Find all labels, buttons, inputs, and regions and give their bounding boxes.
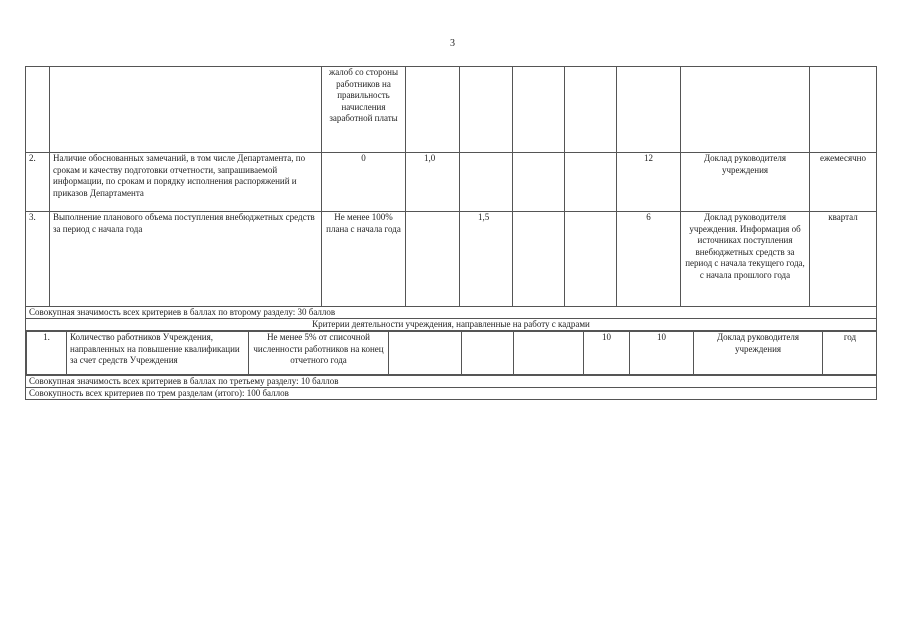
period-cell: ежемесячно xyxy=(810,153,877,212)
indicator-cell: жалоб со стороны работников на правильность начисления заработной платы xyxy=(322,67,406,153)
total-summary: Совокупность всех критериев по трем разделам (итого): 100 баллов xyxy=(26,388,877,400)
criterion-cell: Наличие обоснованных замечаний, в том числе Департамента, по срокам и качеству подготовки отчетности, запрашиваемой информации, по срокам и порядку исполнения распоряжений и приказов Департамента xyxy=(50,153,322,212)
max-score-cell: 6 xyxy=(617,212,681,307)
table-row-summary-2 xyxy=(26,307,877,319)
summary-section-2: Совокупная значимость всех критериев в баллах по второму разделу: 30 баллов xyxy=(26,307,877,319)
score-cell: 10 xyxy=(584,332,630,375)
period-cell: квартал xyxy=(810,212,877,307)
row-number: 2. xyxy=(26,153,50,212)
page-number: 3 xyxy=(450,38,455,49)
score-cell: 1,0 xyxy=(406,153,460,212)
indicator-cell: Не менее 5% от списочной численности работников на конец отчетного года xyxy=(249,332,389,375)
score-cell: 1,5 xyxy=(460,212,513,307)
criteria-table xyxy=(25,66,877,400)
criterion-cell: Количество работников Учреждения, направленных на повышение квалификации за счет средств Учреждения xyxy=(67,332,249,375)
table-row-criterion-3 xyxy=(26,212,877,307)
max-score-cell: 10 xyxy=(630,332,694,375)
table-row-section-3-title xyxy=(26,319,877,331)
section-3-row-table xyxy=(26,331,877,375)
table-row-criterion-2 xyxy=(26,153,877,212)
row-number: 1. xyxy=(27,332,67,375)
table-row-continuation xyxy=(26,67,877,153)
indicator-cell: 0 xyxy=(322,153,406,212)
summary-section-3: Совокупная значимость всех критериев в баллах по третьему разделу: 10 баллов xyxy=(26,376,877,388)
source-cell: Доклад руководителя учреждения xyxy=(681,153,810,212)
table-row-summary-3 xyxy=(26,376,877,388)
source-cell: Доклад руководителя учреждения. Информация об источниках поступления внебюджетных средств за период с начала текущего года, с начала прошлого года xyxy=(681,212,810,307)
period-cell: год xyxy=(823,332,877,375)
indicator-cell: Не менее 100% плана с начала года xyxy=(322,212,406,307)
table-row-section-3-criterion-1 xyxy=(26,331,877,376)
source-cell: Доклад руководителя учреждения xyxy=(694,332,823,375)
section-3-title: Критерии деятельности учреждения, направленные на работу с кадрами xyxy=(26,319,877,331)
max-score-cell: 12 xyxy=(617,153,681,212)
row-number: 3. xyxy=(26,212,50,307)
criterion-cell: Выполнение планового объема поступления внебюджетных средств за период с начала года xyxy=(50,212,322,307)
table-row-total xyxy=(26,388,877,400)
